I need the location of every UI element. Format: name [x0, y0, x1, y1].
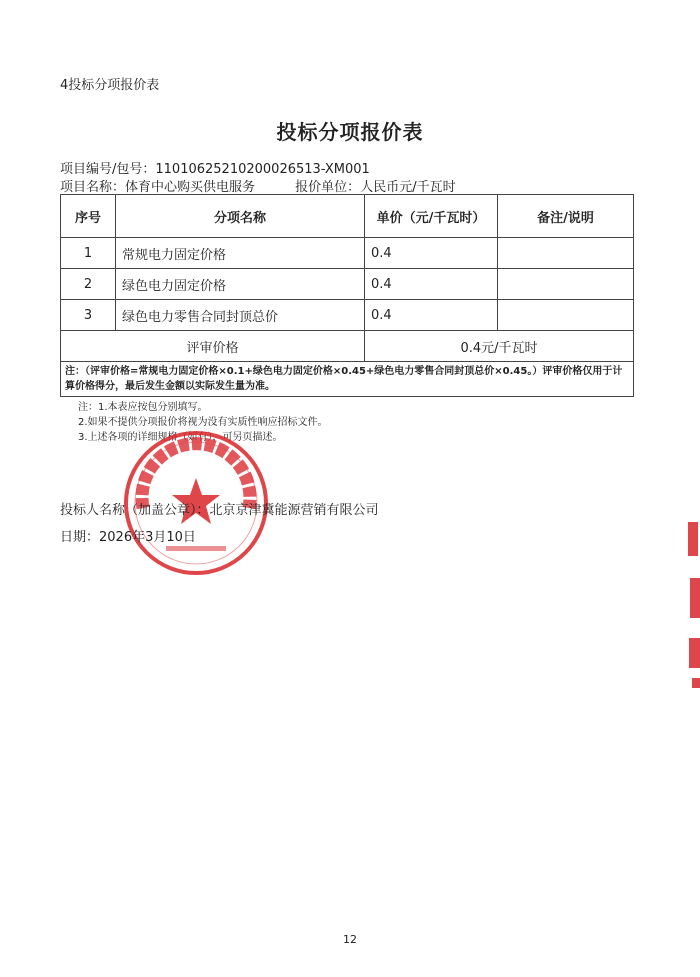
row-remark	[498, 238, 634, 269]
row-no: 2	[61, 269, 116, 300]
page-number: 12	[343, 933, 357, 946]
row-item-name: 绿色电力零售合同封顶总价	[116, 300, 365, 331]
footnote-2: 2.如果不提供分项报价将视为没有实质性响应招标文件。	[78, 417, 328, 428]
project-number-label: 项目编号/包号：	[60, 162, 156, 177]
row-item-name: 绿色电力固定价格	[116, 269, 365, 300]
section-heading: 4投标分项报价表	[60, 78, 160, 93]
header-item-name: 分项名称	[116, 195, 365, 238]
bidder-value: 北京京津冀能源营销有限公司	[209, 503, 379, 518]
project-number-value: 11010625210200026513-XM001	[155, 162, 370, 177]
header-seq: 序号	[61, 195, 116, 238]
project-name-line	[60, 176, 456, 195]
price-unit-value: 人民币元/千瓦时	[360, 180, 456, 195]
footnote-1: 注：1.本表应按包分别填写。	[78, 402, 208, 413]
evaluation-value: 0.4元/千瓦时	[365, 331, 634, 362]
note-row	[61, 362, 634, 397]
evaluation-note: 注：（评审价格=常规电力固定价格×0.1+绿色电力固定价格×0.45+绿色电力零售合同封顶总价×0.45。）评审价格仅用于计算价格得分，最后发生金额以实际发生量为准。	[61, 362, 634, 397]
date-value: 2026年3月10日	[99, 530, 196, 545]
project-number-line	[60, 158, 370, 177]
footnote-3: 3.上述各项的详细规格（如有），可另页描述。	[78, 432, 283, 443]
row-price: 0.4	[365, 269, 498, 300]
row-remark	[498, 269, 634, 300]
quote-table	[60, 194, 634, 397]
row-price: 0.4	[365, 300, 498, 331]
date-line	[60, 526, 196, 545]
table-row	[61, 269, 634, 300]
bidder-line	[60, 499, 379, 518]
project-name-label: 项目名称：	[60, 180, 126, 195]
bidder-label: 投标人名称（加盖公章）：	[60, 503, 210, 518]
table-row	[61, 238, 634, 269]
header-unit-price: 单价（元/千瓦时）	[365, 195, 498, 238]
project-name-value: 体育中心购买供电服务	[125, 180, 256, 195]
edge-seal-fragment	[684, 518, 700, 698]
header-remark: 备注/说明	[498, 195, 634, 238]
row-no: 1	[61, 238, 116, 269]
date-label: 日期：	[60, 530, 100, 545]
evaluation-row	[61, 331, 634, 362]
price-unit-label: 报价单位：	[295, 180, 361, 195]
evaluation-label: 评审价格	[61, 331, 365, 362]
row-no: 3	[61, 300, 116, 331]
table-row	[61, 300, 634, 331]
row-price: 0.4	[365, 238, 498, 269]
table-header-row	[61, 195, 634, 238]
page-title: 投标分项报价表	[276, 120, 424, 144]
row-remark	[498, 300, 634, 331]
row-item-name: 常规电力固定价格	[116, 238, 365, 269]
